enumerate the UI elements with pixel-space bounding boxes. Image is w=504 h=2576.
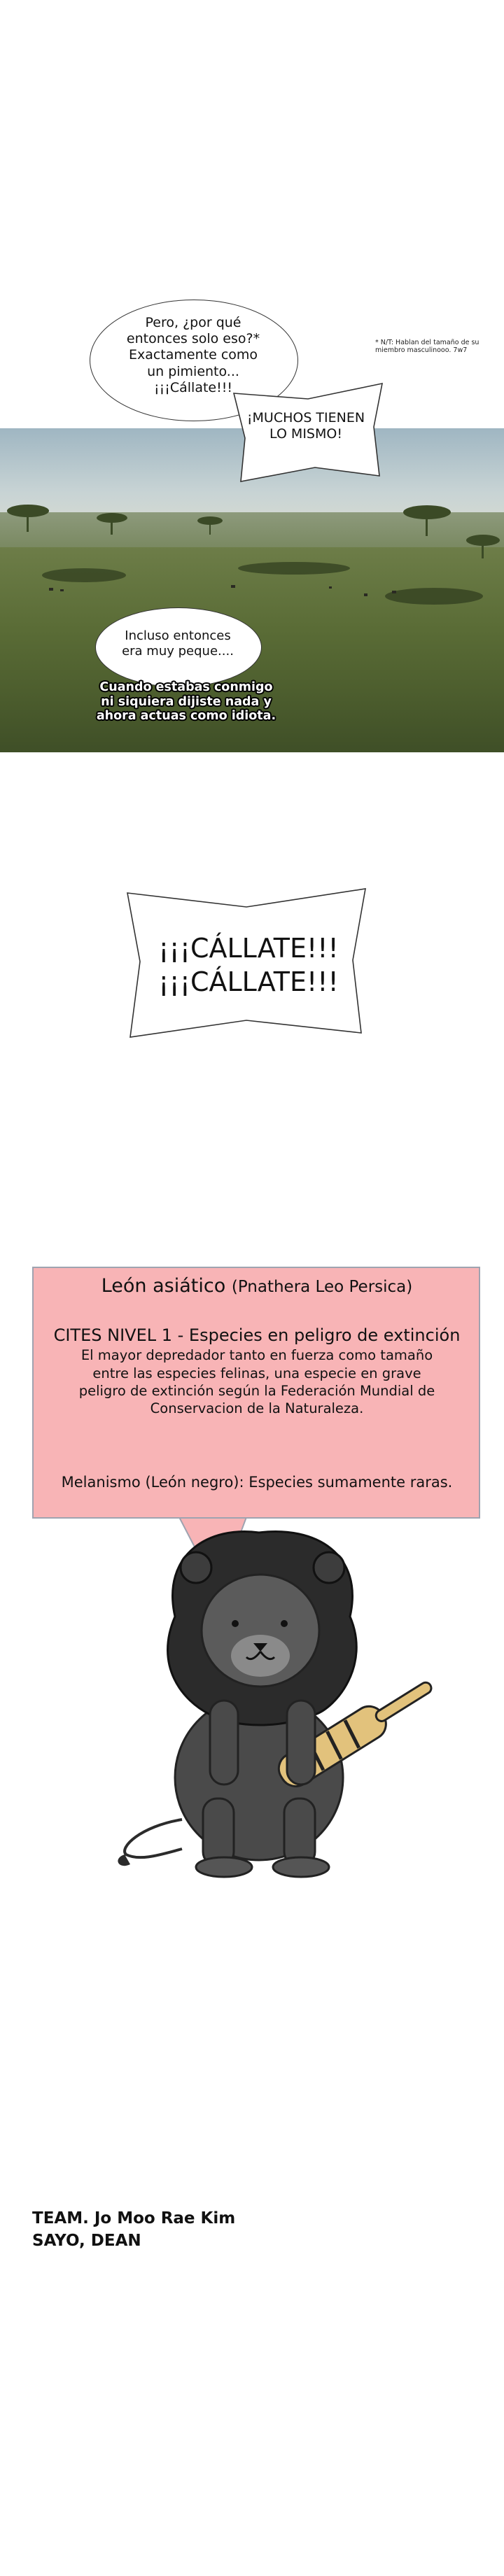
narration-caption: Cuando estabas conmigo ni siquiera dijiste nada y ahora actuas como idiota. bbox=[96, 680, 276, 724]
species-description: CITES NIVEL 1 - Especies en peligro de extinción El mayor depredador tanto en fuerza como tamaño entre las especies felinas, una especie en grave peligro de extinción según la Federación Mundial de Conservacion de la Naturaleza. bbox=[53, 1325, 461, 1417]
shout-text: ¡MUCHOS TIENEN LO MISMO! bbox=[246, 410, 365, 442]
shout-text-large: ¡¡¡CÁLLATE!!! ¡¡¡CÁLLATE!!! bbox=[158, 933, 339, 997]
speech-text: Incluso entonces era muy peque.... bbox=[122, 628, 234, 659]
species-title: León asiático (Pnathera Leo Persica) bbox=[101, 1275, 413, 1297]
black-lion-illustration bbox=[112, 1526, 441, 1889]
speech-text: Pero, ¿por qué entonces solo eso?* Exactamente como un pimiento... ¡¡¡Cállate!!! bbox=[126, 315, 260, 395]
melanism-note: Melanismo (León negro): Especies sumamente raras. bbox=[61, 1474, 453, 1491]
translator-note: * N/T: Hablan del tamaño de su miembro masculinooo. 7w7 bbox=[375, 339, 479, 355]
team-credits: TEAM. Jo Moo Rae Kim SAYO, DEAN bbox=[32, 2209, 236, 2250]
